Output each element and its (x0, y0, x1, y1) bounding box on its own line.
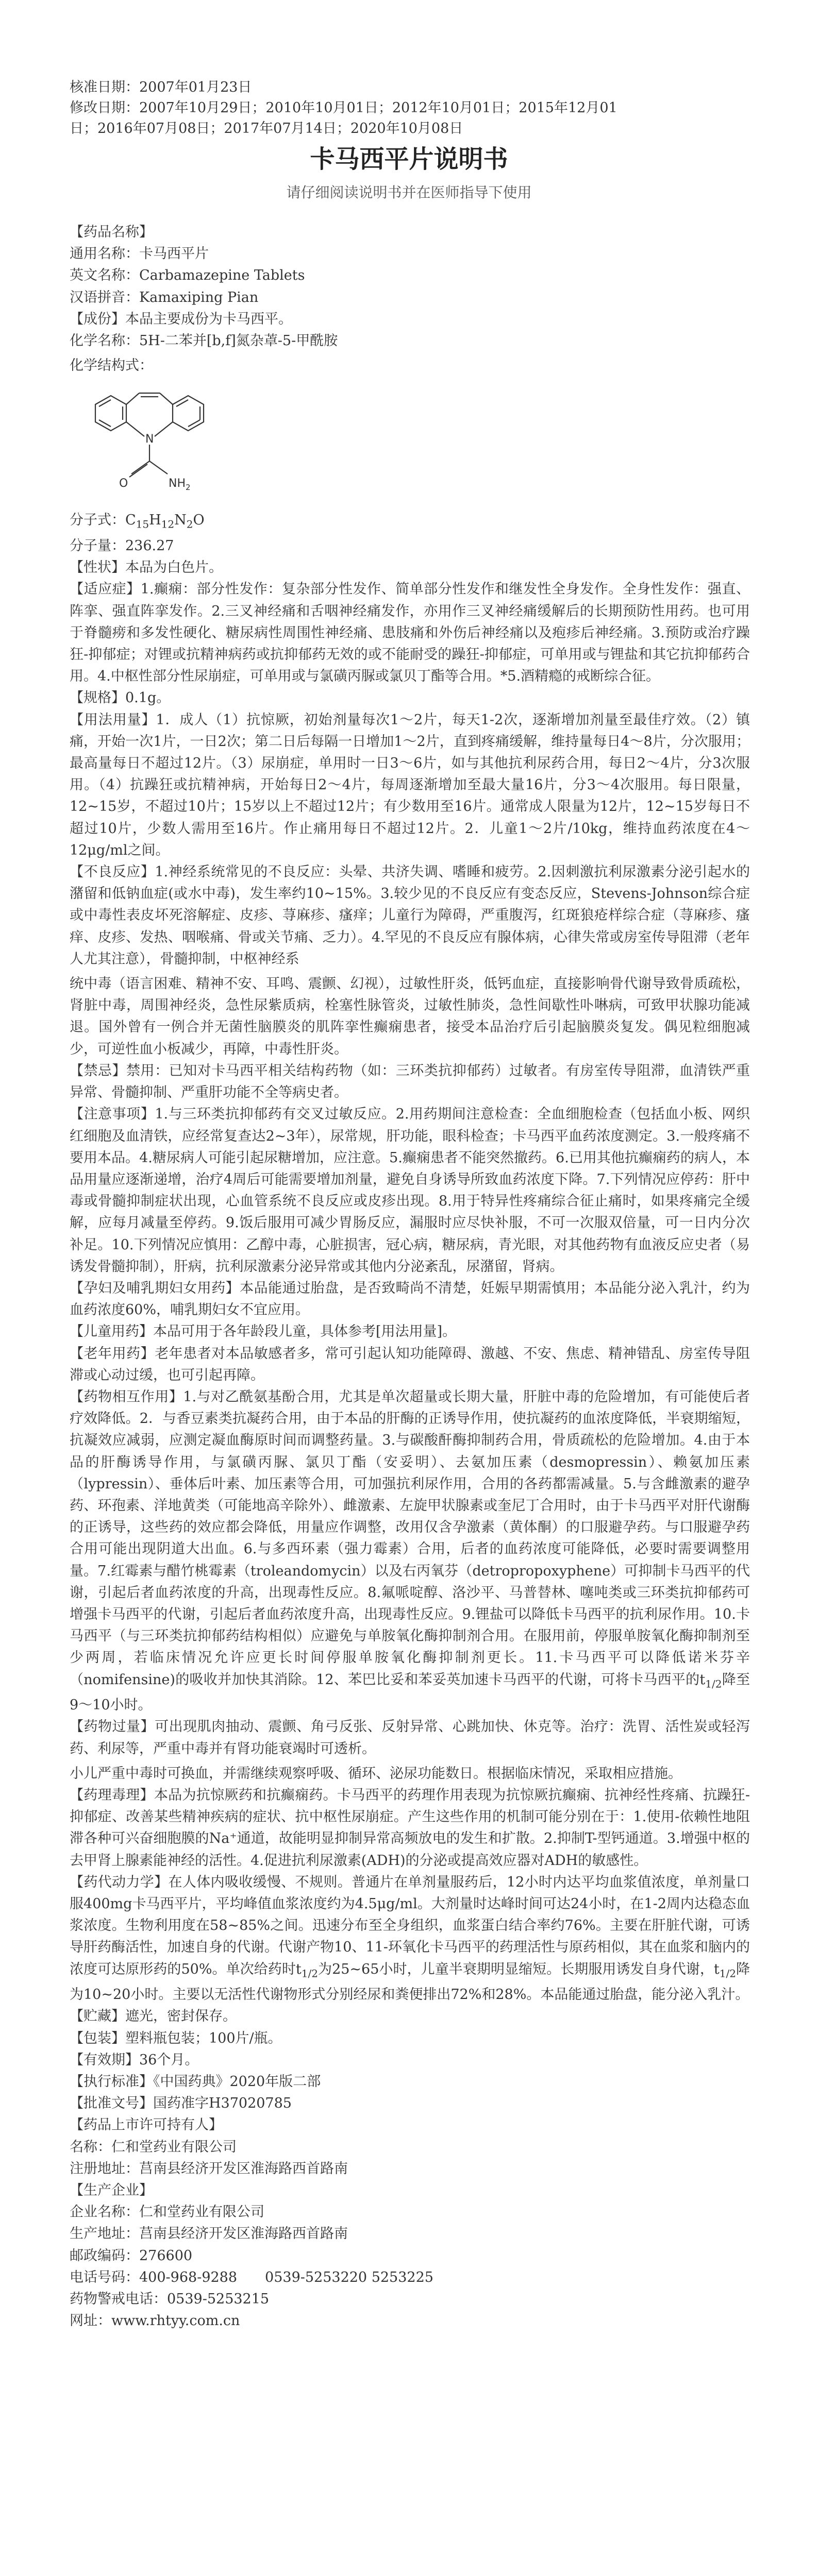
character-section: 【性状】本品为白色片。 (70, 560, 223, 576)
mah-header: 【药品上市许可持有人】 (70, 2117, 223, 2133)
atom-o-label: O (119, 477, 128, 490)
structural-formula (70, 389, 750, 497)
phone-number: 电话号码：400-968-9288 0539-5253220 5253225 (70, 2269, 433, 2285)
formula-n-count: 2 (186, 518, 193, 531)
revision-dates-line-1: 修改日期：2007年10月29日；2010年10月01日；2012年10月01日；2015年12月01 (70, 100, 617, 116)
atom-nh2-label (169, 477, 191, 492)
adverse-reactions-continued: 统中毒（语言困难、精神不安、耳鸣、震颤、幻视），过敏性肝炎，低钙血症，直接影响骨代谢导致骨质疏松，肾脏中毒，周围神经炎，急性尿紫质病，栓塞性脉管炎，过敏性肺炎，急性间歇性卟啉病，可致甲状腺功能减退。国外曾有一例合并无菌性脑膜炎的肌阵挛性癫痫患者，接受本品治疗后引起脑膜炎复发。偶见粒细胞减少，可逆性血小板减少，再障，中毒性肝炎。 (70, 976, 750, 1057)
manufacturer-address: 生产地址：莒南县经济开发区淮海路西首路南 (70, 2226, 348, 2242)
document-subtitle: 请仔细阅读说明书并在医师指导下使用 (286, 184, 532, 201)
interactions-text: 【药物相互作用】1.与对乙酰氨基酚合用，尤其是单次超量或长期大量，肝脏中毒的危险增加，有可能使后者疗效降低。2．与香豆素类抗凝药合用，由于本品的肝酶的正诱导作用，使抗凝药的血浓度降低，半衰期缩短，抗凝效应减弱，应测定凝血酶原时间而调整药量。3.与碳酸酐酶抑制药合用，骨质疏松的危险增加。4.由于本品的肝酶诱导作用，与氯磺丙脲、氯贝丁酯（安妥明）、去氨加压素（desmopressin）、赖氨加压素（lypressin）、垂体后叶素、加压素等合用，可加强抗利尿作用，合用的各药都需减量。5.与含雌激素的避孕药、环孢素、洋地黄类（可能地高辛除外）、雌激素、左旋甲状腺素或奎尼丁合用时，由于卡马西平对肝代谢酶的正诱导，这些药的效应都会降低，用量应作调整，改用仅含孕激素（黄体酮）的口服避孕药。与口服避孕药合用可能出现阴道大出血。6.与多西环素（强力霉素）合用，后者的血药浓度可能降低，必要时需要调整用量。7.红霉素与醋竹桃霉素（troleandomycin）以及右丙氧芬（detropropoxyphene）可抑制卡马西平的代谢，引起后者血药浓度的升高，出现毒性反应。8.氟哌啶醇、洛沙平、马普替林、噻吨类或三环类抗抑郁药可增强卡马西平的代谢，引起后者血药浓度升高，出现毒性反应。9.锂盐可以降低卡马西平的抗利尿作用。10.卡马西平（与三环类抗抑郁药结构相似）应避免与单胺氧化酶抑制剂合用。在服用前，停服单胺氧化酶抑制剂至少两周，若临床情况允许应更长时间停服单胺氧化酶抑制剂更长。11.卡马西平可以降低诺米芬辛（nomifensine)的吸收并加快其消除。12、苯巴比妥和苯妥英加速卡马西平的代谢，可将卡马西平的t (70, 1388, 750, 1688)
carbamazepine-structure-image (75, 389, 245, 497)
pharmacology-section: 【药理毒理】本品为抗惊厥药和抗癫痫药。卡马西平的药理作用表现为抗惊厥抗癫痫、抗神经性疼痛、抗躁狂-抑郁症、改善某些精神疾病的症状、抗中枢性尿崩症。产生这些作用的机制可能分别在于：1.使用-依赖性地阻滞各种可兴奋细胞膜的Na⁺通道，故能明显抑制异常高频放电的发生和扩散。2.抑制T-型钙通道。3.增强中枢的去甲肾上腺素能神经的活性。4.促进抗利尿激素(ADH)的分泌或提高效应器对ADH的敏感性。 (70, 1787, 750, 1869)
interactions-section (70, 1386, 750, 1716)
package-section: 【包装】塑料瓶包装；100片/瓶。 (70, 2030, 282, 2046)
overdose-section: 【药物过量】可出现肌肉抽动、震颤、角弓反张、反射异常、心跳加快、休克等。治疗：洗胃、活性炭或轻泻药、利尿等，严重中毒并有肾功能衰竭时可透析。 (70, 1719, 750, 1757)
manufacturer-header: 【生产企业】 (70, 2182, 153, 2199)
validity-section: 【有效期】36个月。 (70, 2052, 199, 2068)
adverse-reactions-section: 【不良反应】1.神经系统常见的不良反应：头晕、共济失调、嗜睡和疲劳。2.因刺激抗利尿激素分泌引起水的潴留和低钠血症(或水中毒)，发生率约10~15%。3.较少见的不良反应有变态反应，Stevens-Johnson综合症或中毒性表皮坏死溶解症、皮疹、荨麻疹、瘙痒；儿童行为障碍，严重腹泻，红斑狼疮样综合症（荨麻疹、瘙痒、皮疹、发热、咽喉痛、骨或关节痛、乏力）。4.罕见的不良反应有腺体病，心律失常或房室传导阻滞（老年人尤其注意），骨髓抑制，中枢神经系 (70, 864, 750, 967)
date-block (70, 77, 750, 139)
manufacturer-name: 企业名称：仁和堂药业有限公司 (70, 2204, 264, 2221)
approval-number-section: 【批准文号】国药准字H37020785 (70, 2095, 292, 2112)
pinyin-name: 汉语拼音：Kamaxiping Pian (70, 289, 259, 306)
drug-name-header: 【药品名称】 (70, 224, 153, 240)
indications-section: 【适应症】1.癫痫：部分性发作：复杂部分性发作、简单部分性发作和继发性全身发作。全身性发作：强直、阵挛、强直阵挛发作。2.三叉神经痛和舌咽神经痛发作，亦用作三叉神经痛缓解后的长期预防性用药。也可用于脊髓痨和多发性硬化、糖尿病性周围性神经痛、患肢痛和外伤后神经痛以及疱疹后神经痛。3.预防或治疗躁狂-抑郁症；对锂或抗精神病药或抗抑郁药无效的或不能耐受的躁狂-抑郁症，可单用或与锂盐和其它抗抑郁药合用。4.中枢性部分性尿崩症，可单用或与氯磺丙脲或氯贝丁酯等合用。*5.酒精瘾的戒断综合征。 (70, 581, 750, 685)
interactions-end: 降至9～10小时。 (70, 1671, 750, 1714)
standard-section: 【执行标准】《中国药典》2020年版二部 (70, 2074, 321, 2090)
formula-o: O (193, 512, 205, 529)
interactions-half-life-sub: 1/2 (705, 1677, 722, 1690)
formula-label: 分子式： (70, 512, 125, 529)
pk-mid: 为25~65小时，儿童半衰期明显缩短。长期服用诱发自身代谢，t (318, 1961, 720, 1977)
formula-n: N (174, 512, 187, 529)
postcode: 邮政编码：276600 (70, 2247, 193, 2264)
document-title: 卡马西平片说明书 (310, 145, 508, 174)
english-name: 英文名称：Carbamazepine Tablets (70, 267, 305, 284)
contraindications-section: 【禁忌】禁用：已知对卡马西平相关结构药物（如：三环类抗抑郁药）过敏者。有房室传导阻滞，血清铁严重异常、骨髓抑制、严重肝功能不全等病史者。 (70, 1062, 750, 1101)
approval-date: 核准日期：2007年01月23日 (70, 79, 252, 95)
pediatric-section: 【儿童用药】本品可用于各年龄段儿童，具体参考[用法用量]。 (70, 1324, 457, 1340)
formula-h: H (149, 512, 161, 529)
precautions-section: 【注意事项】1.与三环类抗抑郁药有交叉过敏反应。2.用药期间注意检查：全血细胞检查（包括血小板、网织红细胞及血清铁，应经常复查达2~3年），尿常规，肝功能，眼科检查；卡马西平血药浓度测定。3.一般疼痛不要用本品。4.糖尿病人可能引起尿糖增加，应注意。5.癫痫患者不能突然撤药。6.已用其他抗癫痫药的病人，本品用量应逐渐递增，治疗4周后可能需要增加剂量，避免自身诱导所致血药浓度下降。7.下列情况应停药：肝中毒或骨髓抑制症状出现，心血管系统不良反应或皮疹出现。8.用于特异性疼痛综合征止痛时，如果疼痛完全缓解，应每月减量至停药。9.饭后服用可减少胃肠反应，漏服时应尽快补服，不可一次服双倍量，可一日内分次补足。10.下列情况应慎用：乙醇中毒，心脏损害，冠心病，糖尿病，青光眼，对其他药物有血液反应史者（易诱发骨髓抑制），肝病，抗利尿激素分泌异常或其他内分泌紊乱，尿潴留，肾病。 (70, 1106, 750, 1275)
specification-section: 【规格】0.1g。 (70, 690, 171, 706)
formula-c: C (125, 512, 136, 529)
dosage-section: 【用法用量】1．成人（1）抗惊厥，初始剂量每次1～2片，每天1-2次，逐渐增加剂量至最佳疗效。（2）镇痛，开始一次1片，一日2次；第二日后每隔一日增加1～2片，直到疼痛缓解，维持量每日4～8片，分次服用；最高量每日不超过12片。（3）尿崩症，单用时一日3～6片，如与其他抗利尿药合用，每日2～4片，分3次服用。（4）抗躁狂或抗精神病，开始每日2～4片，每周逐渐增加至最大量16片，分3～4次服用。每日限量，12~15岁，不超过10片；15岁以上不超过12片；有少数用至16片。通常成人限量为12片，12~15岁每日不超过10片，少数人需用至16片。作止痛用每日不超过12片。2．儿童1～2片/10kg，维持血药浓度在4～12μg/ml之间。 (70, 711, 750, 858)
structure-label: 化学结构式： (70, 358, 153, 374)
website: 网址：www.rhtyy.com.cn (70, 2313, 240, 2329)
revision-dates-line-2: 日；2016年07月08日；2017年07月14日；2020年10月08日 (70, 121, 463, 137)
mah-address: 注册地址：莒南县经济开发区淮海路西首路南 (70, 2160, 348, 2177)
storage-section: 【贮藏】遮光，密封保存。 (70, 2008, 237, 2025)
pharmacokinetics-section (70, 1872, 750, 2006)
molecular-formula (70, 510, 750, 535)
document-body (70, 222, 750, 2332)
ingredient-section: 【成份】本品主要成份为卡马西平。 (70, 311, 292, 327)
company-info (70, 2114, 750, 2332)
formula-h-count: 12 (161, 518, 175, 531)
generic-name: 通用名称：卡马西平片 (70, 246, 209, 262)
pk-half-life-sub-2: 1/2 (719, 1967, 736, 1979)
chemical-name: 化学名称：5H-二苯并[b,f]氮杂䓬-5-甲酰胺 (70, 333, 338, 349)
pv-hotline: 药物警戒电话：0539-5253215 (70, 2291, 270, 2308)
overdose-continued: 小儿严重中毒时可换血，并需继续观察呼吸、循环、泌尿功能数日。根据临床情况，采取相应措施。 (70, 1765, 682, 1782)
atom-n-label: N (145, 433, 154, 446)
pk-text: 【药代动力学】在人体内吸收缓慢、不规则。普通片在单剂量服药后，12小时内达平均血浆值浓度，单剂量口服400mg卡马西平片，平均峰值血浆浓度约为4.5μg/ml。大剂量时达峰时间可达24小时，在1-2周内达稳态血浆浓度。生物利用度在58~85%之间。迅速分布至全身组织，血浆蛋白结合率约76%。主要在肝脏代谢，可诱导肝药酶活性，加速自身的代谢。代谢产物10、11-环氧化卡马西平的药理活性与原药相似，其在血浆和脑内的浓度可达原形药的50%。单次给药时t (70, 1874, 750, 1977)
mah-name: 名称：仁和堂药业有限公司 (70, 2139, 237, 2155)
pk-half-life-sub: 1/2 (301, 1967, 318, 1979)
nh2-subscript: 2 (186, 483, 191, 493)
pk-end: 降为10~20小时。主要以无活性代谢物形式分别经尿和粪便排出72%和28%。本品能通过胎盘，能分泌入乳汁。 (70, 1961, 750, 2003)
geriatric-section: 【老年用药】老年患者对本品敏感者多，常可引起认知功能障碍、激越、不安、焦虑、精神错乱、房室传导阻滞或心动过缓，也可引起再障。 (70, 1345, 750, 1383)
molecular-weight: 分子量：236.27 (70, 538, 174, 554)
pregnancy-section: 【孕妇及哺乳期妇女用药】本品能通过胎盘，是否致畸尚不清楚，妊娠早期需慎用；本品能分泌入乳汁，约为血药浓度60%，哺乳期妇女不宜应用。 (70, 1280, 750, 1318)
formula-c-count: 15 (136, 518, 149, 531)
nh-text: NH (169, 477, 186, 490)
